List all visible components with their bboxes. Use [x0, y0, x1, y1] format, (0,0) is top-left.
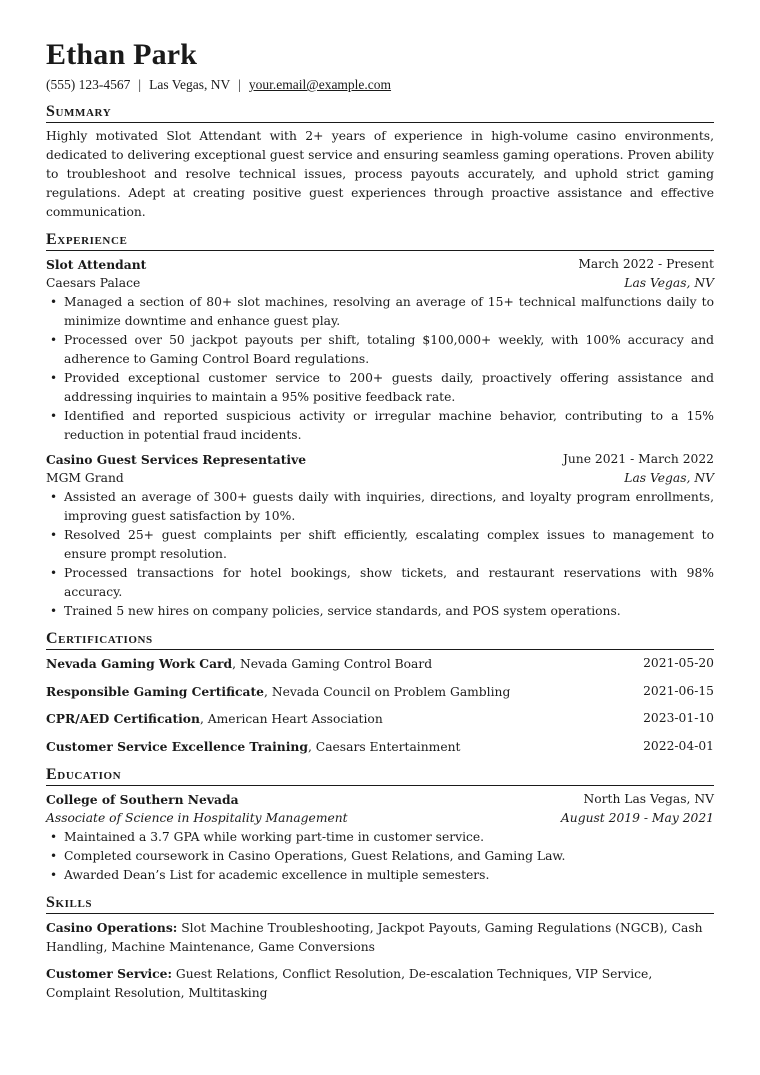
bullet-item: • Trained 5 new hires on company policies, service standards, and POS system operations.	[64, 602, 714, 621]
phone-number: (555) 123-4567	[46, 77, 131, 92]
email-link[interactable]: your.email@example.com	[248, 77, 392, 92]
job-bullets	[46, 488, 714, 621]
section-title-skills: Skills	[46, 893, 714, 914]
school-location: North Las Vegas, NV	[583, 791, 714, 806]
section-title-certifications: Certifications	[46, 629, 714, 650]
resume-page	[46, 38, 714, 1010]
degree: Associate of Science in Hospitality Management	[46, 810, 348, 825]
cert-name: CPR/AED Certification	[46, 711, 200, 726]
cert-date: 2023-01-10	[643, 711, 714, 725]
skill-group	[46, 918, 714, 957]
bullet-item: • Assisted an average of 300+ guests daily with inquiries, directions, and loyalty program enrollments, improving guest satisfaction by 10%.	[64, 488, 714, 526]
skills-section	[46, 893, 714, 1003]
cert-issuer: , Nevada Gaming Control Board	[232, 657, 433, 671]
certification-row	[46, 737, 714, 757]
section-title-education: Education	[46, 765, 714, 786]
section-title-experience: Experience	[46, 230, 714, 251]
candidate-name: Ethan Park	[46, 38, 198, 71]
job-role: Slot Attendant	[46, 257, 147, 272]
cert-date: 2022-04-01	[643, 738, 714, 753]
cert-date: 2021-06-15	[643, 683, 714, 698]
cert-issuer: , Nevada Council on Problem Gambling	[264, 684, 511, 699]
cert-issuer: , American Heart Association	[199, 712, 383, 726]
cert-name: Customer Service Excellence Training	[46, 738, 308, 754]
job-bullets	[46, 293, 714, 445]
education-section	[46, 765, 714, 885]
cert-name: Responsible Gaming Certificate	[46, 683, 264, 699]
job-dates: June 2021 - March 2022	[562, 452, 714, 466]
job-entry	[46, 255, 714, 445]
school-name: College of Southern Nevada	[46, 791, 239, 807]
bullet-item: • Identified and reported suspicious activity or irregular machine behavior, contributing to a 15% reduction in potential fraud incidents.	[64, 407, 714, 445]
bullet-item: • Provided exceptional customer service to 200+ guests daily, proactively offering assistance and addressing inquiries to maintain a 95% positive feedback rate.	[64, 369, 714, 407]
experience-section	[46, 230, 714, 621]
contact-separator: |	[138, 77, 142, 92]
skill-group-label: Casino Operations:	[46, 919, 178, 935]
summary-text: Highly motivated Slot Attendant with 2+ years of experience in high-volume casino environments, dedicated to delivering exceptional guest service and ensuring seamless gaming operations. Proven ability to troubleshoot and resolve technical issues, process payouts accurately, and uphold strict gaming regulations. Adept at creating positive guest experiences through proactive assistance and effective communication.	[46, 129, 714, 219]
certification-row	[46, 709, 714, 729]
contact-separator: |	[238, 77, 241, 92]
skill-group	[46, 964, 714, 1003]
skill-group-label: Customer Service:	[46, 965, 172, 981]
bullet-item: • Processed over 50 jackpot payouts per shift, totaling $100,000+ weekly, with 100% accuracy and adherence to Gaming Control Board regulations.	[64, 331, 714, 369]
bullet-item: • Awarded Dean’s List for academic excellence in multiple semesters.	[64, 866, 714, 885]
job-location: Las Vegas, NV	[624, 276, 714, 290]
certification-row	[46, 682, 714, 702]
skill-group-text: Guest Relations, Conflict Resolution, De-escalation Techniques, VIP Service, Complaint Resolution, Multitasking	[46, 966, 653, 1000]
certification-row	[46, 654, 714, 674]
job-entry	[46, 450, 714, 621]
bullet-item: • Maintained a 3.7 GPA while working part-time in customer service.	[64, 828, 714, 847]
cert-issuer: , Caesars Entertainment	[307, 739, 461, 754]
education-dates: August 2019 - May 2021	[560, 810, 714, 825]
certifications-section	[46, 629, 714, 757]
summary-section	[46, 102, 714, 222]
skill-group-text: Slot Machine Troubleshooting, Jackpot Payouts, Gaming Regulations (NGCB), Cash Handling, Machine Maintenance, Game Conversions	[46, 920, 703, 954]
bullet-item: • Resolved 25+ guest complaints per shift efficiently, escalating complex issues to management to ensure prompt resolution.	[64, 526, 714, 564]
bullet-item: • Completed coursework in Casino Operations, Guest Relations, and Gaming Law.	[64, 847, 714, 866]
job-location: Las Vegas, NV	[624, 471, 714, 485]
bullet-item: • Processed transactions for hotel bookings, show tickets, and restaurant reservations with 98% accuracy.	[64, 564, 714, 602]
job-role: Casino Guest Services Representative	[46, 452, 307, 467]
location: Las Vegas, NV	[149, 77, 231, 92]
contact-line	[46, 76, 714, 94]
cert-name: Nevada Gaming Work Card	[46, 656, 233, 671]
job-company: MGM Grand	[46, 471, 124, 485]
education-bullets	[46, 828, 714, 885]
cert-date: 2021-05-20	[643, 656, 714, 670]
section-title-summary: Summary	[46, 102, 714, 123]
job-company: Caesars Palace	[46, 276, 141, 290]
bullet-item: • Managed a section of 80+ slot machines, resolving an average of 15+ technical malfunctions daily to minimize downtime and enhance guest play.	[64, 293, 714, 331]
job-dates: March 2022 - Present	[578, 257, 714, 271]
